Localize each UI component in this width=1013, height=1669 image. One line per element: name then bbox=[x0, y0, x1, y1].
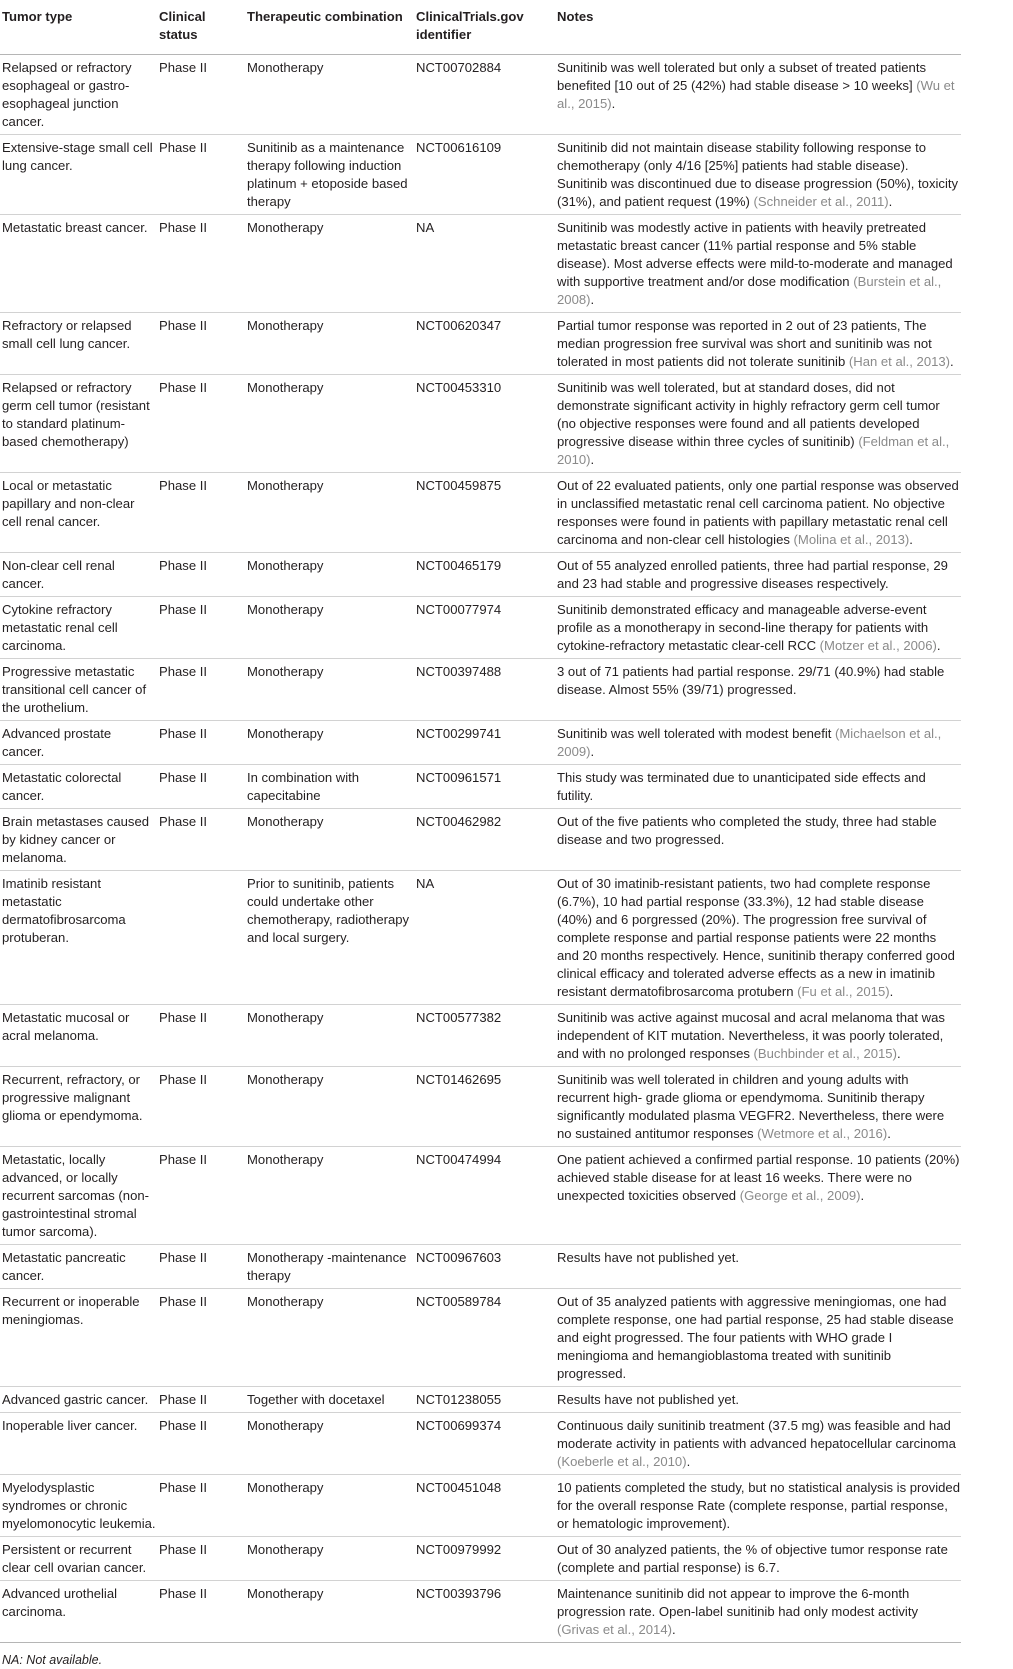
cell-trial-identifier: NCT00702884 bbox=[416, 60, 502, 75]
cell-therapeutic-combination: Monotherapy bbox=[247, 1072, 324, 1087]
cell-trial-identifier: NA bbox=[416, 220, 435, 235]
notes-punctuation: . bbox=[590, 744, 595, 759]
citation-link[interactable]: (Schneider et al., 2011) bbox=[753, 194, 889, 209]
cell-notes bbox=[555, 1005, 961, 1067]
notes-punctuation: . bbox=[671, 1622, 676, 1637]
cell-trial-identifier: NA bbox=[416, 876, 435, 891]
footnote: NA: Not available. bbox=[2, 1653, 103, 1667]
cell-notes bbox=[555, 375, 961, 473]
cell-clinical-status: Phase II bbox=[159, 1250, 208, 1265]
cell-trial-identifier: NCT00393796 bbox=[416, 1586, 502, 1601]
notes-punctuation: . bbox=[611, 96, 616, 111]
header-clinical-status: Clinical status bbox=[159, 9, 206, 42]
cell-tumor-type: Persistent or recurrent clear cell ovarian cancer. bbox=[2, 1542, 147, 1575]
cell-clinical-status: Phase II bbox=[159, 726, 208, 741]
cell-therapeutic-combination: Monotherapy bbox=[247, 1152, 324, 1167]
cell-therapeutic-combination: Monotherapy bbox=[247, 220, 324, 235]
cell-trial-identifier: NCT00620347 bbox=[416, 318, 502, 333]
notes-text: Maintenance sunitinib did not appear to improve the 6-month progression rate. Open-label sunitinib had only modest activity bbox=[557, 1586, 918, 1619]
citation-link[interactable]: (Feldman et al., 2010) bbox=[557, 434, 950, 467]
notes-text: One patient achieved a confirmed partial response. 10 patients (20%) achieved stable disease for at least 16 weeks. There were no unexpected toxicities observed bbox=[557, 1152, 960, 1203]
cell-trial-identifier: NCT00451048 bbox=[416, 1480, 502, 1495]
notes-punctuation: . bbox=[686, 1454, 691, 1469]
cell-notes bbox=[555, 721, 961, 765]
cell-notes bbox=[555, 473, 961, 553]
cell-notes bbox=[555, 659, 961, 721]
header-trial-identifier: ClinicalTrials.gov identifier bbox=[416, 9, 524, 42]
cell-trial-identifier: NCT00979992 bbox=[416, 1542, 502, 1557]
cell-trial-identifier: NCT01238055 bbox=[416, 1392, 502, 1407]
cell-tumor-type: Extensive-stage small cell lung cancer. bbox=[2, 140, 153, 173]
cell-clinical-status: Phase II bbox=[159, 1586, 208, 1601]
notes-punctuation: . bbox=[889, 984, 894, 999]
cell-tumor-type: Myelodysplastic syndromes or chronic myelomonocytic leukemia. bbox=[2, 1480, 156, 1531]
notes-text: 3 out of 71 patients had partial response. 29/71 (40.9%) had stable disease. Almost 55% (39/71) progressed. bbox=[557, 664, 945, 697]
cell-tumor-type: Brain metastases caused by kidney cancer or melanoma. bbox=[2, 814, 150, 865]
notes-punctuation: . bbox=[936, 638, 941, 653]
citation-link[interactable]: (Molina et al., 2013) bbox=[793, 532, 910, 547]
table-row bbox=[0, 721, 961, 765]
table-row bbox=[0, 765, 961, 809]
cell-tumor-type: Metastatic, locally advanced, or locally recurrent sarcomas (non-gastrointestinal stromal tumor sarcoma). bbox=[2, 1152, 149, 1239]
notes-punctuation: . bbox=[909, 532, 913, 547]
cell-notes bbox=[555, 597, 961, 659]
table-row bbox=[0, 55, 961, 135]
cell-therapeutic-combination: Monotherapy bbox=[247, 664, 324, 679]
table-row bbox=[0, 553, 961, 597]
header-notes: Notes bbox=[557, 9, 594, 24]
cell-therapeutic-combination: Together with docetaxel bbox=[247, 1392, 385, 1407]
table-row bbox=[0, 659, 961, 721]
cell-notes bbox=[555, 215, 961, 313]
cell-clinical-status: Phase II bbox=[159, 664, 208, 679]
citation-link[interactable]: (Fu et al., 2015) bbox=[797, 984, 890, 999]
cell-trial-identifier: NCT00589784 bbox=[416, 1294, 502, 1309]
table-row bbox=[0, 1289, 961, 1387]
header-therapeutic-combination: Therapeutic combination bbox=[247, 9, 403, 24]
cell-notes bbox=[555, 1067, 961, 1147]
cell-notes bbox=[555, 765, 961, 809]
notes-punctuation: . bbox=[590, 452, 595, 467]
notes-text: Sunitinib was well tolerated with modest benefit bbox=[557, 726, 836, 741]
cell-trial-identifier: NCT00077974 bbox=[416, 602, 502, 617]
cell-trial-identifier: NCT00577382 bbox=[416, 1010, 502, 1025]
cell-tumor-type: Cytokine refractory metastatic renal cell carcinoma. bbox=[2, 602, 118, 653]
cell-therapeutic-combination: Monotherapy bbox=[247, 1480, 324, 1495]
table-row bbox=[0, 597, 961, 659]
citation-link[interactable]: (Burstein et al., 2008) bbox=[557, 274, 942, 307]
cell-notes bbox=[555, 1413, 961, 1475]
notes-text: Sunitinib was modestly active in patients with heavily pretreated metastatic breast cancer (11% partial response and 5% stable disease). Most adverse effects were mild-to-moderate and managed with supportive treatment and/or dose modification bbox=[557, 220, 953, 289]
notes-text: This study was terminated due to unanticipated side effects and futility. bbox=[557, 770, 926, 803]
cell-notes bbox=[555, 553, 961, 597]
cell-tumor-type: Recurrent, refractory, or progressive malignant glioma or ependymoma. bbox=[2, 1072, 143, 1123]
cell-tumor-type: Local or metastatic papillary and non-clear cell renal cancer. bbox=[2, 478, 135, 529]
notes-punctuation: . bbox=[887, 1126, 891, 1141]
cell-trial-identifier: NCT00616109 bbox=[416, 140, 502, 155]
cell-therapeutic-combination: Monotherapy bbox=[247, 814, 324, 829]
cell-clinical-status: Phase II bbox=[159, 814, 208, 829]
table-row bbox=[0, 215, 961, 313]
citation-link[interactable]: (Koeberle et al., 2010) bbox=[557, 1454, 687, 1469]
citation-link[interactable]: (Grivas et al., 2014) bbox=[557, 1622, 672, 1637]
cell-clinical-status: Phase II bbox=[159, 220, 208, 235]
cell-tumor-type: Advanced prostate cancer. bbox=[2, 726, 112, 759]
cell-tumor-type: Metastatic pancreatic cancer. bbox=[2, 1250, 126, 1283]
cell-notes bbox=[555, 1147, 961, 1245]
notes-text: Sunitinib was active against mucosal and acral melanoma that was independent of KIT mutation. Nevertheless, it was poorly tolerated, and with no prolonged responses bbox=[557, 1010, 945, 1061]
cell-notes bbox=[555, 1581, 961, 1643]
cell-tumor-type: Relapsed or refractory esophageal or gastro-esophageal junction cancer. bbox=[2, 60, 132, 129]
cell-therapeutic-combination: Monotherapy bbox=[247, 726, 324, 741]
citation-link[interactable]: (Buchbinder et al., 2015) bbox=[753, 1046, 897, 1061]
notes-text: Out of 22 evaluated patients, only one partial response was observed in unclassified metastatic renal cell carcinoma patient. No objective responses were found in patients with papillary metastatic renal cell carcinoma and non-clear cell histologies bbox=[557, 478, 959, 547]
table-row bbox=[0, 1537, 961, 1581]
cell-clinical-status: Phase II bbox=[159, 558, 208, 573]
cell-trial-identifier: NCT00462982 bbox=[416, 814, 502, 829]
notes-text: Out of 35 analyzed patients with aggressive meningiomas, one had complete response, one had partial response, 25 had stable disease and eight progressed. The four patients with WHO grade I meningioma and hemangioblastoma treated with sunitinib progressed. bbox=[557, 1294, 954, 1381]
cell-notes bbox=[555, 1537, 961, 1581]
header-row bbox=[0, 0, 961, 55]
cell-notes bbox=[555, 871, 961, 1005]
table-row bbox=[0, 1147, 961, 1245]
cell-tumor-type: Metastatic colorectal cancer. bbox=[2, 770, 122, 803]
notes-text: Out of 30 imatinib-resistant patients, two had complete response (6.7%), 10 had partial response (33.3%), 12 had stable disease (40%) and 6 porgressed (20%). The progression free survival of complete response and partial response patients were 22 months and 20 months respectively. Hence, sunitinib therapy conferred good clinical efficacy and tolerated adverse effects as a new in imatinib resistant dermatofibrosarcoma protubern bbox=[557, 876, 955, 999]
table-row bbox=[0, 1387, 961, 1413]
cell-trial-identifier: NCT00459875 bbox=[416, 478, 502, 493]
table-row bbox=[0, 1581, 961, 1643]
cell-notes bbox=[555, 55, 961, 135]
cell-therapeutic-combination: Monotherapy bbox=[247, 60, 324, 75]
cell-notes bbox=[555, 1289, 961, 1387]
notes-text: Sunitinib demonstrated efficacy and manageable adverse-event profile as a monotherapy in second-line therapy for patients with cytokine-refractory metastatic clear-cell RCC bbox=[557, 602, 929, 653]
citation-link[interactable]: (Wetmore et al., 2016) bbox=[757, 1126, 888, 1141]
table-row bbox=[0, 1475, 961, 1537]
notes-text: Results have not published yet. bbox=[557, 1250, 739, 1265]
cell-notes bbox=[555, 809, 961, 871]
notes-text: Continuous daily sunitinib treatment (37.5 mg) was feasible and had moderate activity in patients with advanced hepatocellular carcinoma bbox=[557, 1418, 956, 1451]
table-row bbox=[0, 1067, 961, 1147]
cell-therapeutic-combination: Sunitinib as a maintenance therapy following induction platinum + etoposide based therapy bbox=[247, 140, 408, 209]
cell-clinical-status: Phase II bbox=[159, 1480, 208, 1495]
cell-tumor-type: Metastatic breast cancer. bbox=[2, 220, 148, 235]
cell-clinical-status: Phase II bbox=[159, 1542, 208, 1557]
cell-trial-identifier: NCT00299741 bbox=[416, 726, 502, 741]
cell-therapeutic-combination: Monotherapy bbox=[247, 1418, 324, 1433]
notes-text: Out of the five patients who completed the study, three had stable disease and two progressed. bbox=[557, 814, 937, 847]
cell-tumor-type: Inoperable liver cancer. bbox=[2, 1418, 138, 1433]
table-row bbox=[0, 1245, 961, 1289]
cell-notes bbox=[555, 1475, 961, 1537]
cell-clinical-status: Phase II bbox=[159, 1010, 208, 1025]
cell-trial-identifier: NCT00465179 bbox=[416, 558, 502, 573]
cell-notes bbox=[555, 1245, 961, 1289]
notes-punctuation: . bbox=[888, 194, 893, 209]
table-row bbox=[0, 473, 961, 553]
cell-trial-identifier: NCT00967603 bbox=[416, 1250, 502, 1265]
table-row bbox=[0, 1413, 961, 1475]
cell-clinical-status: Phase II bbox=[159, 1294, 208, 1309]
cell-notes bbox=[555, 313, 961, 375]
cell-clinical-status: Phase II bbox=[159, 140, 208, 155]
notes-text: Out of 30 analyzed patients, the % of objective tumor response rate (complete and partial response) is 6.7. bbox=[557, 1542, 948, 1575]
cell-tumor-type: Non-clear cell renal cancer. bbox=[2, 558, 115, 591]
notes-punctuation: . bbox=[896, 1046, 901, 1061]
cell-clinical-status: Phase II bbox=[159, 478, 208, 493]
cell-therapeutic-combination: Monotherapy bbox=[247, 1586, 324, 1601]
cell-clinical-status: Phase II bbox=[159, 380, 208, 395]
notes-text: Sunitinib was well tolerated, but at standard doses, did not demonstrate significant activity in highly refractory germ cell tumor (no objective responses were found and all patients developed progressive disease within three cycles of sunitinib) bbox=[557, 380, 940, 449]
cell-therapeutic-combination: Monotherapy bbox=[247, 1294, 324, 1309]
notes-text: Sunitinib did not maintain disease stability following response to chemotherapy (only 4/16 [25%] patients had stable disease). Sunitinib was discontinued due to disease progression (50%), toxicity (31%), and patient request (19%) bbox=[557, 140, 959, 209]
cell-notes bbox=[555, 135, 961, 215]
table-row bbox=[0, 313, 961, 375]
cell-clinical-status: Phase II bbox=[159, 602, 208, 617]
cell-tumor-type: Advanced urothelial carcinoma. bbox=[2, 1586, 118, 1619]
cell-tumor-type: Relapsed or refractory germ cell tumor (resistant to standard platinum-based chemotherapy) bbox=[2, 380, 150, 449]
cell-clinical-status: Phase II bbox=[159, 1072, 208, 1087]
cell-clinical-status: Phase II bbox=[159, 1152, 208, 1167]
cell-trial-identifier: NCT01462695 bbox=[416, 1072, 502, 1087]
cell-clinical-status bbox=[157, 871, 245, 1005]
notes-text: Out of 55 analyzed enrolled patients, three had partial response, 29 and 23 had stable and progressive diseases respectively. bbox=[557, 558, 948, 591]
notes-text: 10 patients completed the study, but no statistical analysis is provided for the overall response Rate (complete response, partial response, or hematologic improvement). bbox=[557, 1480, 960, 1531]
cell-tumor-type: Imatinib resistant metastatic dermatofibrosarcoma protuberan. bbox=[2, 876, 126, 945]
notes-text: Results have not published yet. bbox=[557, 1392, 739, 1407]
table-row bbox=[0, 1005, 961, 1067]
cell-tumor-type: Advanced gastric cancer. bbox=[2, 1392, 149, 1407]
notes-text: Sunitinib was well tolerated in children and young adults with recurrent high- grade glioma or ependymoma. Sunitinib therapy significantly modulated plasma VEGFR2. Nevertheless, there were no sustained antitumor responses bbox=[557, 1072, 945, 1141]
table-row bbox=[0, 809, 961, 871]
citation-link[interactable]: (Wu et al., 2015) bbox=[557, 78, 955, 111]
cell-trial-identifier: NCT00699374 bbox=[416, 1418, 502, 1433]
header-tumor-type: Tumor type bbox=[2, 9, 73, 24]
cell-trial-identifier: NCT00397488 bbox=[416, 664, 502, 679]
cell-clinical-status: Phase II bbox=[159, 318, 208, 333]
cell-therapeutic-combination: Prior to sunitinib, patients could undertake other chemotherapy, radiotherapy and local surgery. bbox=[247, 876, 410, 945]
cell-therapeutic-combination: Monotherapy bbox=[247, 602, 324, 617]
cell-therapeutic-combination: Monotherapy bbox=[247, 478, 324, 493]
notes-punctuation: . bbox=[950, 354, 954, 369]
cell-therapeutic-combination: Monotherapy bbox=[247, 1542, 324, 1557]
notes-punctuation: . bbox=[860, 1188, 865, 1203]
notes-punctuation: . bbox=[590, 292, 595, 307]
cell-trial-identifier: NCT00961571 bbox=[416, 770, 502, 785]
citation-link[interactable]: (Motzer et al., 2006) bbox=[819, 638, 937, 653]
table-header bbox=[0, 0, 961, 55]
citation-link[interactable]: (Han et al., 2013) bbox=[848, 354, 951, 369]
table-row bbox=[0, 375, 961, 473]
table-row bbox=[0, 135, 961, 215]
cell-therapeutic-combination: Monotherapy bbox=[247, 1010, 324, 1025]
cell-notes bbox=[555, 1387, 961, 1413]
table-row bbox=[0, 871, 961, 1005]
cell-therapeutic-combination: In combination with capecitabine bbox=[247, 770, 360, 803]
cell-tumor-type: Progressive metastatic transitional cell cancer of the urothelium. bbox=[2, 664, 147, 715]
cell-clinical-status: Phase II bbox=[159, 1418, 208, 1433]
cell-clinical-status: Phase II bbox=[159, 1392, 208, 1407]
cell-therapeutic-combination: Monotherapy bbox=[247, 558, 324, 573]
cell-therapeutic-combination: Monotherapy bbox=[247, 380, 324, 395]
notes-text: Sunitinib was well tolerated but only a subset of treated patients benefited [10 out of 25 (42%) had stable disease > 10 weeks] bbox=[557, 60, 927, 93]
citation-link[interactable]: (George et al., 2009) bbox=[739, 1188, 861, 1203]
cell-trial-identifier: NCT00453310 bbox=[416, 380, 502, 395]
cell-therapeutic-combination: Monotherapy bbox=[247, 318, 324, 333]
cell-tumor-type: Metastatic mucosal or acral melanoma. bbox=[2, 1010, 130, 1043]
table-body bbox=[0, 55, 961, 1643]
cell-tumor-type: Refractory or relapsed small cell lung cancer. bbox=[2, 318, 132, 351]
citation-link[interactable]: (Michaelson et al., 2009) bbox=[557, 726, 942, 759]
notes-text: Partial tumor response was reported in 2 out of 23 patients, The median progression free survival was short and sunitinib was not tolerated in most patients did not tolerate sunitinib bbox=[557, 318, 932, 369]
cell-clinical-status: Phase II bbox=[159, 60, 208, 75]
cell-therapeutic-combination: Monotherapy -maintenance therapy bbox=[247, 1250, 407, 1283]
cell-clinical-status: Phase II bbox=[159, 770, 208, 785]
cell-trial-identifier: NCT00474994 bbox=[416, 1152, 502, 1167]
cell-tumor-type: Recurrent or inoperable meningiomas. bbox=[2, 1294, 140, 1327]
